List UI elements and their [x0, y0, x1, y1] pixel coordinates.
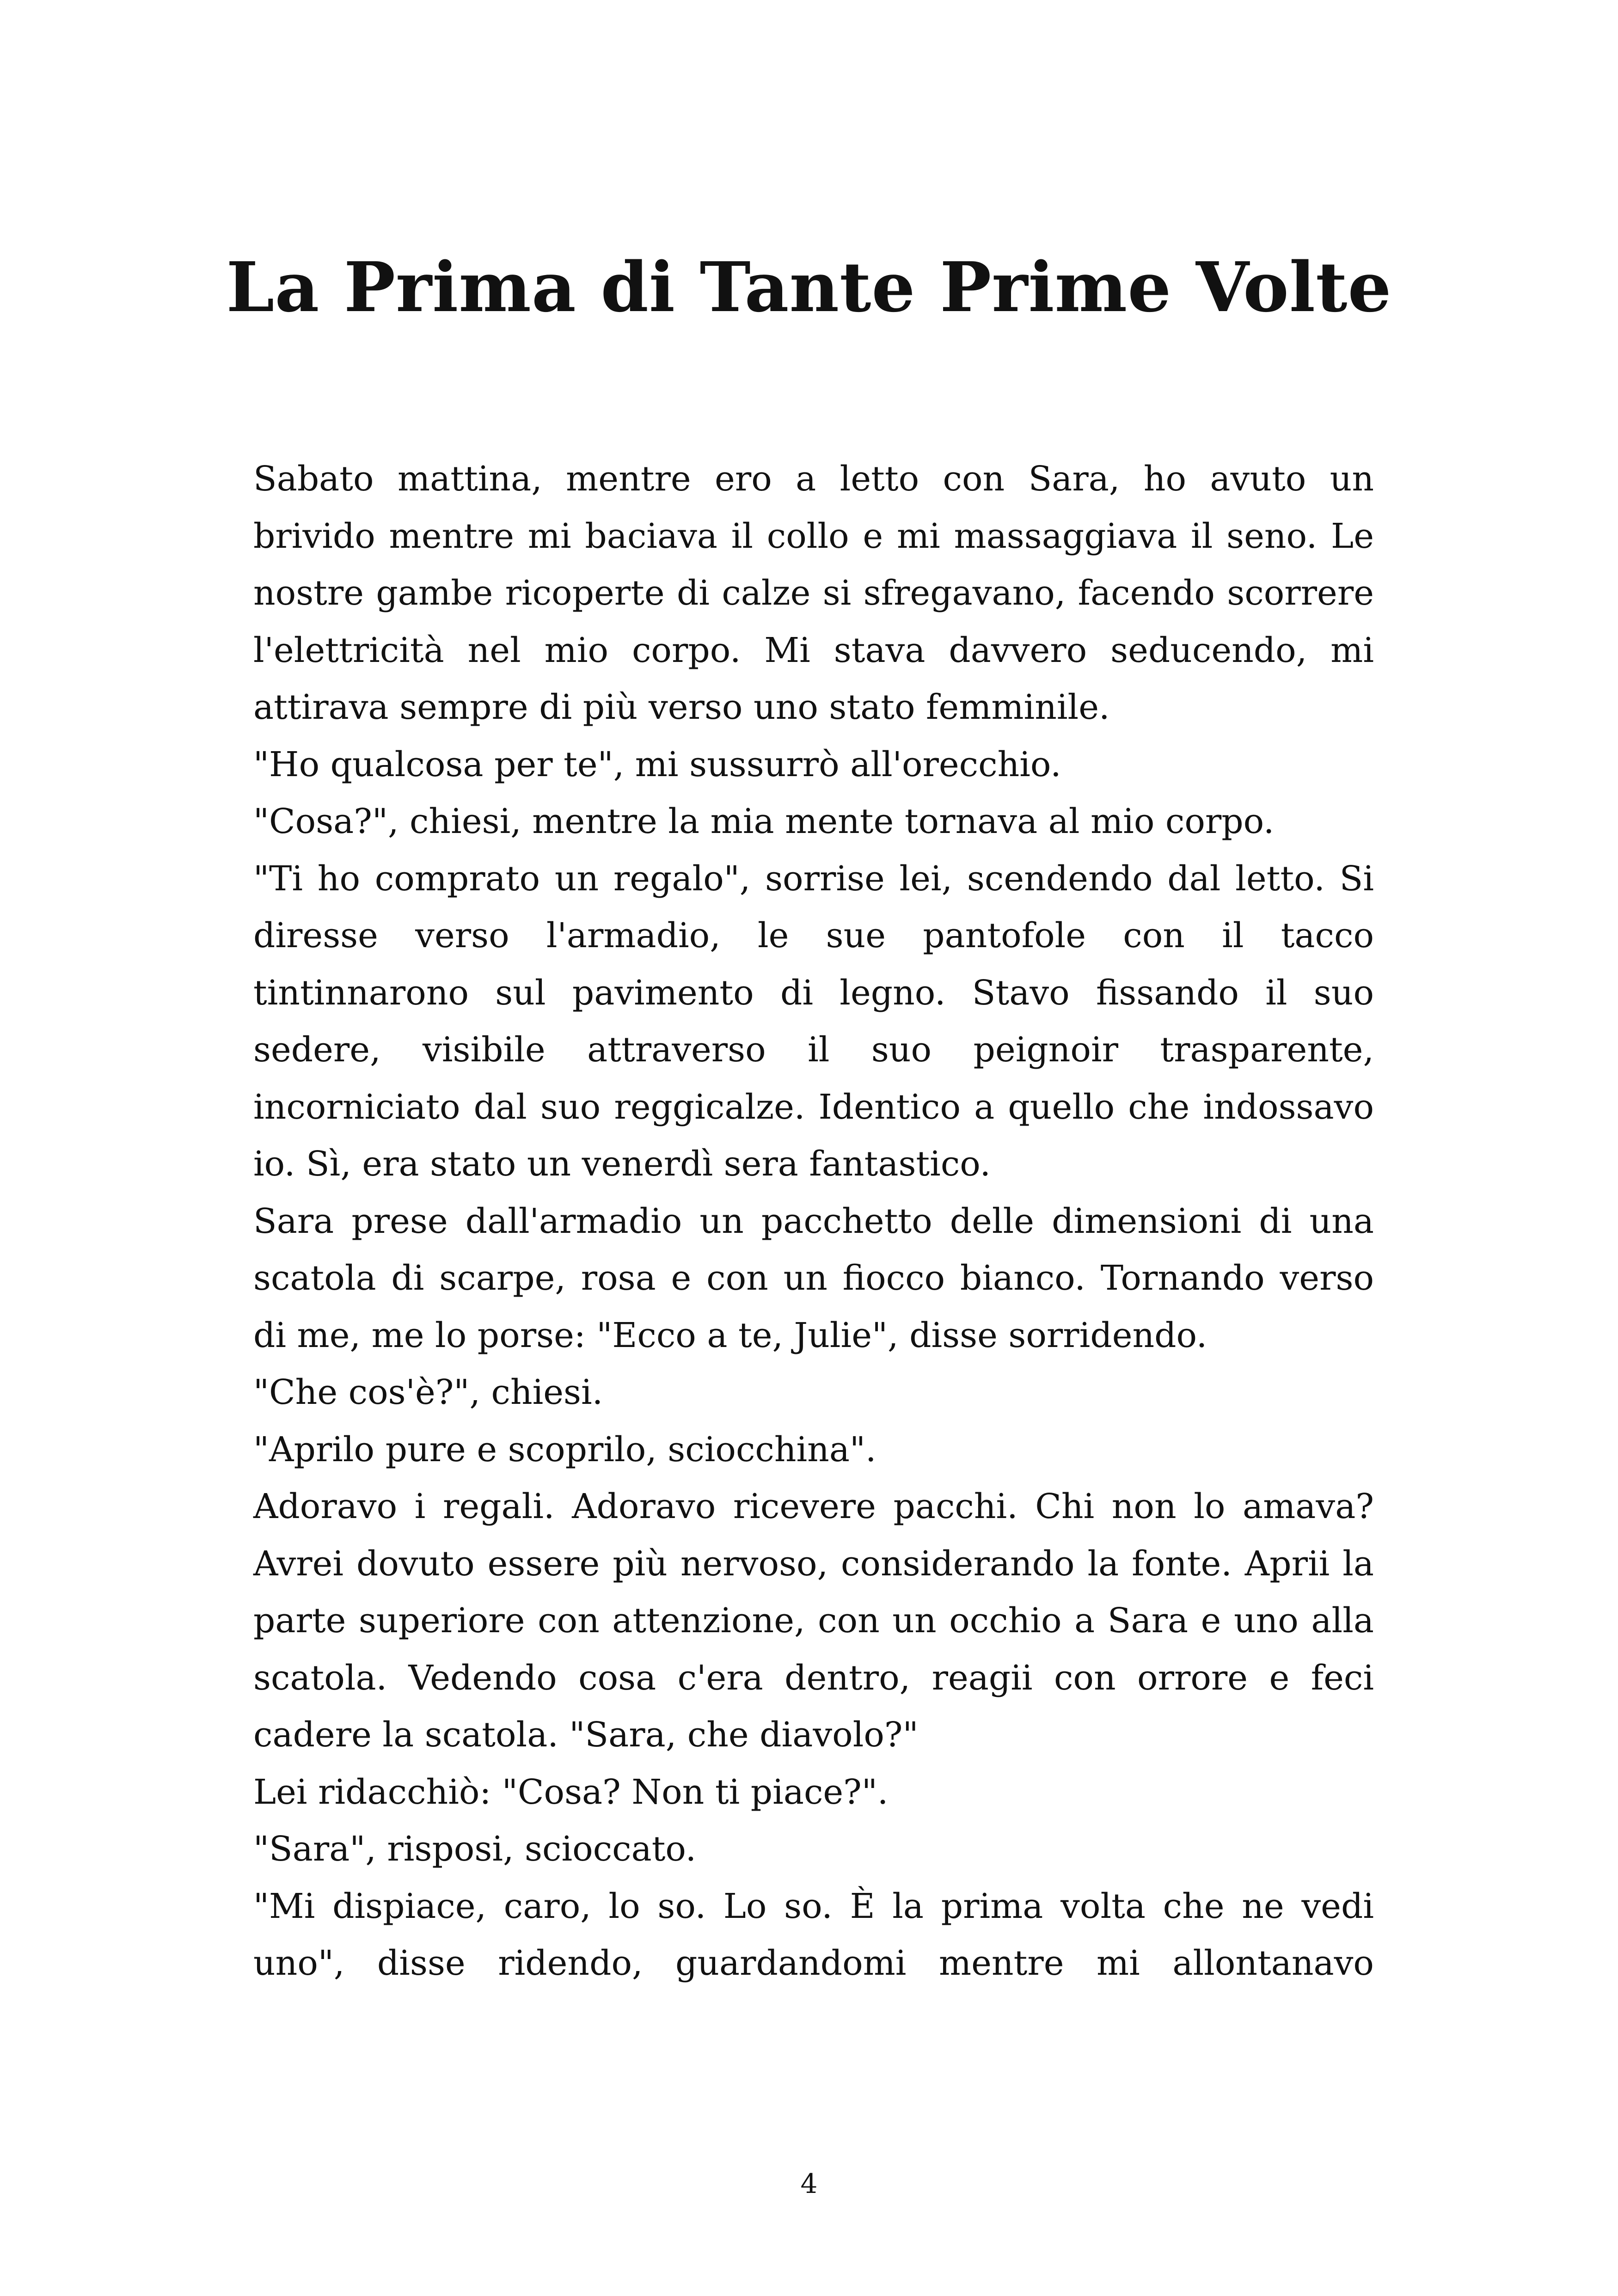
page-number: 4 — [800, 2168, 818, 2199]
body-text — [253, 451, 1374, 1992]
paragraph: "Cosa?", chiesi, mentre la mia mente tornava al mio corpo. — [253, 802, 1275, 841]
paragraph: Sara prese dall'armadio un pacchetto delle dimensioni di una scatola di scarpe, rosa e con un fiocco bianco. Tornando verso di me, me lo porse: "Ecco a te, Julie", disse sorridendo. — [253, 1201, 1374, 1355]
paragraph: "Ho qualcosa per te", mi sussurrò all'orecchio. — [253, 744, 1061, 784]
paragraph: Sabato mattina, mentre ero a letto con Sara, ho avuto un brivido mentre mi baciava il collo e mi massaggiava il seno. Le nostre gambe ricoperte di calze si sfregavano, facendo scorrere l'elettricità nel mio corpo. Mi stava davvero seducendo, mi attirava sempre di più verso uno stato femminile. — [253, 459, 1374, 727]
paragraph: "Che cos'è?", chiesi. — [253, 1372, 603, 1412]
paragraph: Lei ridacchiò: "Cosa? Non ti piace?". — [253, 1772, 889, 1812]
paragraph: Adoravo i regali. Adoravo ricevere pacchi. Chi non lo amava? Avrei dovuto essere più nervoso, considerando la fonte. Aprii la parte superiore con attenzione, con un occhio a Sara e uno alla scatola. Vedendo cosa c'era dentro, reagii con orrore e feci cadere la scatola. "Sara, che diavolo?" — [253, 1487, 1374, 1755]
page-title: La Prima di Tante Prime Volte — [226, 247, 1392, 327]
paragraph: "Ti ho comprato un regalo", sorrise lei, scendendo dal letto. Si diresse verso l'armadio, le sue pantofole con il tacco tintinnarono sul pavimento di legno. Stavo fissando il suo sedere, visibile attraverso il suo peignoir trasparente, incorniciato dal suo reggicalze. Identico a quello che indossavo io. Sì, era stato un venerdì sera fantastico. — [253, 858, 1374, 1184]
paragraph: "Sara", risposi, scioccato. — [253, 1829, 697, 1869]
paragraph: "Mi dispiace, caro, lo so. Lo so. È la prima volta che ne vedi uno", disse ridendo, guardandomi mentre mi allontanavo — [253, 1886, 1374, 1983]
paragraph: "Aprilo pure e scoprilo, sciocchina". — [253, 1429, 876, 1469]
